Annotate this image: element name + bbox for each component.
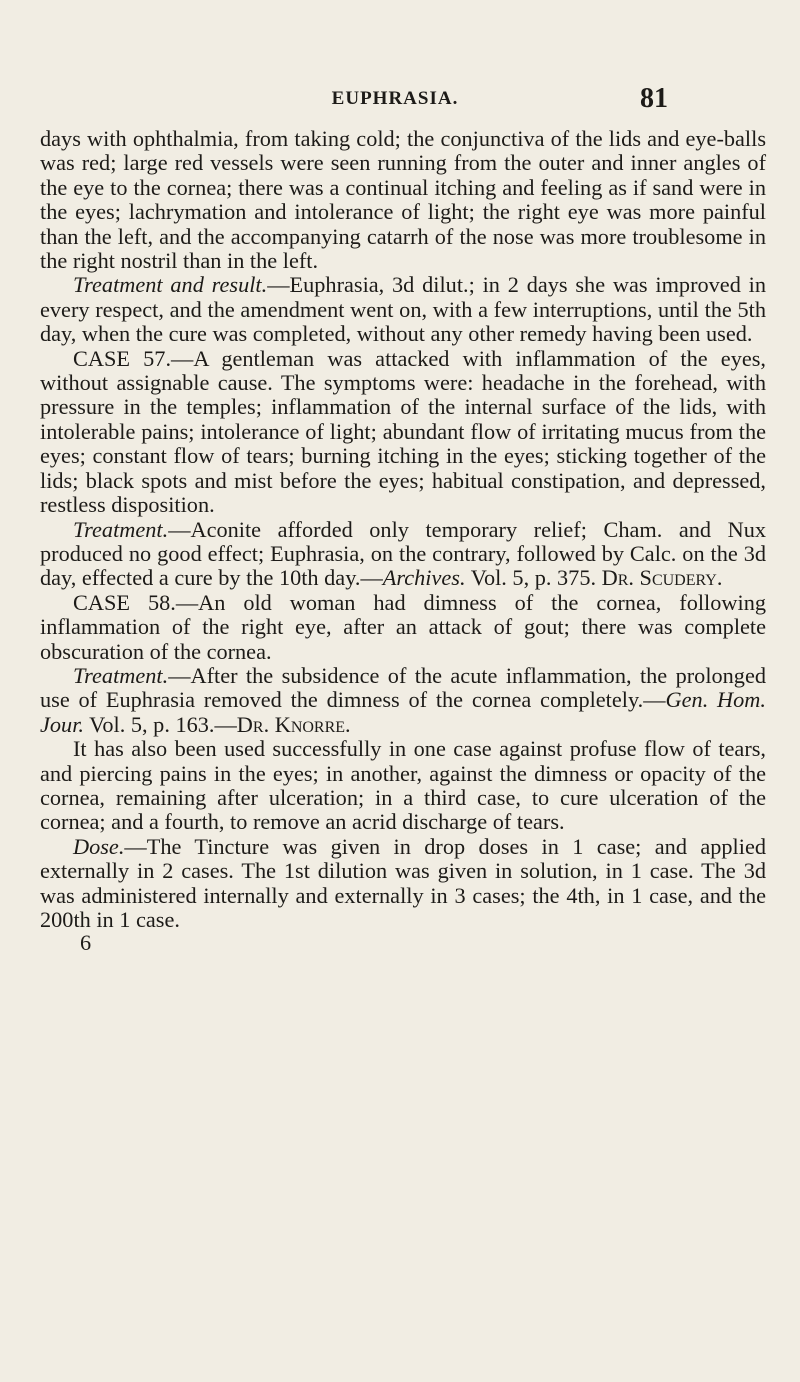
case-57-reference: Vol. 5, p. 375. (465, 565, 602, 591)
paragraph-case-57: CASE 57.—A gentleman was attacked with inflammation of the eyes, without assignable cause. The symptoms were: headache in the forehead, with pressure in the temples; inflammation of the internal surface of the lids, with intolerable pains; intolerance of light; abundant flow of irritating mucus from the eyes; constant flow of tears; burning itching in the eyes; sticking together of the lids; black spots and mist before the eyes; habitual constipation, and depressed, restless disposition. (40, 345, 766, 518)
paragraph-case-continuation: days with ophthalmia, from taking cold; the conjunctiva of the lids and eye-balls was red; large red vessels were seen running from the outer and inner angles of the eye to the cornea; there was a continual itching and feeling as if sand were in the eyes; lachrymation and intolerance of light; the right eye was more painful than the left, and the accompanying catarrh of the nose was more troublesome in the right nostril than in the left. (40, 126, 766, 274)
paragraph-dose (40, 835, 766, 933)
case-58-treatment-text: —After the subsidence of the acute inflammation, the prolonged use of Euphrasia removed the dimness of the cornea completely.— (40, 662, 766, 713)
case-58-reference: Vol. 5, p. 163.— (83, 711, 237, 737)
case-57-treatment-text: —Aconite afforded only temporary relief; Cham. and Nux produced no good effect; Euphrasia, on the contrary, followed by Calc. on the 3d day, effected a cure by the 10th day.— (40, 516, 766, 591)
case-57-source: Archives. (382, 565, 466, 591)
paragraph-case-58: CASE 58.—An old woman had dimness of the cornea, following inflammation of the right eye, after an attack of gout; there was complete obscuration of the cornea. (40, 589, 766, 664)
case-58-source: Gen. Hom. Jour. (40, 687, 766, 737)
paragraph-case-57-treatment (40, 518, 766, 591)
paragraph-other-uses: It has also been used successfully in one case against profuse flow of tears, and piercing pains in the eyes; in another, against the dimness or opacity of the cornea, remaining after ulceration; in a third case, to cure ulceration of the cornea; and a fourth, to remove an acrid discharge of tears. (40, 736, 766, 835)
paragraph-case-58-treatment (40, 664, 766, 737)
dose-text: —The Tincture was given in drop doses in 1 case; and applied externally in 2 cases. The 1st dilution was given in solution, in 1 case. The 3d was administered internally and externally in 3 cases; the 4th, in 1 case, and the 200th in 1 case. (40, 833, 766, 932)
treatment-result-text: —Euphrasia, 3d dilut.; in 2 days she was improved in every respect, and the amendment went on, with a few interruptions, until the 5th day, when the cure was completed, without any other remedy having been used. (40, 272, 766, 347)
page-header (0, 83, 800, 118)
case-57-author: Dr. Scudery. (601, 565, 723, 591)
signature-mark: 6 (80, 930, 92, 956)
page-number: 81 (640, 83, 668, 114)
dose-label: Dose. (73, 833, 125, 859)
case-58-treatment-label: Treatment. (73, 662, 169, 688)
treatment-result-label: Treatment and result. (73, 272, 268, 298)
body-text (40, 127, 766, 954)
running-title: EUPHRASIA. (331, 88, 459, 109)
paragraph-treatment-result (40, 273, 766, 346)
case-57-treatment-label: Treatment. (73, 516, 169, 542)
case-58-author: Dr. Knorre. (236, 711, 351, 737)
